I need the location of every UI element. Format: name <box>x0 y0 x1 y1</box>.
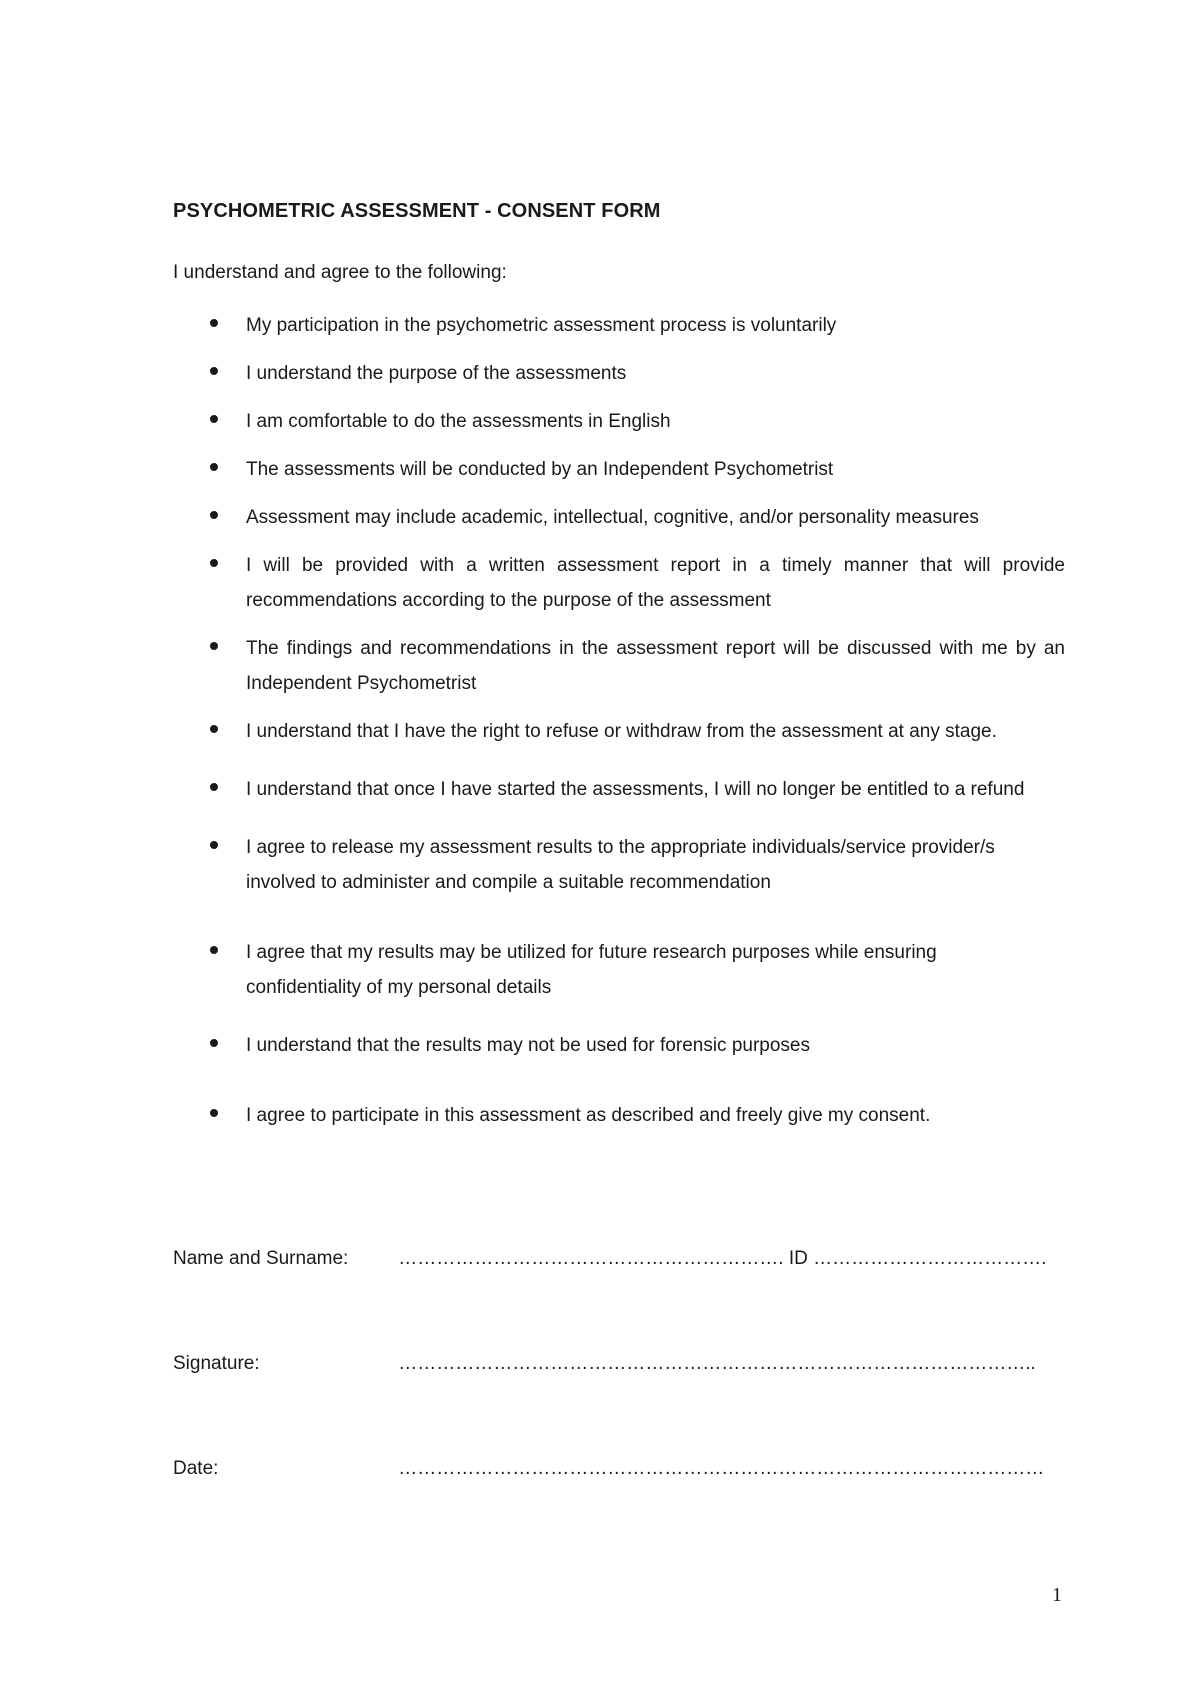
signature-field-row <box>173 1353 1036 1375</box>
bullet-icon <box>210 319 218 327</box>
list-item-text: I will be provided with a written assessment report in a timely manner that will provide recommendations according to the purpose of the assessment <box>246 555 1065 611</box>
bullet-icon <box>210 642 218 650</box>
name-field-label: Name and Surname: <box>173 1248 349 1269</box>
bullet-icon <box>210 783 218 791</box>
list-item <box>173 1028 1065 1063</box>
list-item <box>173 830 1065 900</box>
list-item <box>173 1098 1065 1133</box>
list-item <box>173 714 1065 749</box>
list-item <box>173 356 1065 391</box>
list-item-text: Assessment may include academic, intellectual, cognitive, and/or personality measures <box>246 507 979 528</box>
list-item <box>173 548 1065 618</box>
list-item <box>173 935 1065 1005</box>
bullet-icon <box>210 1109 218 1117</box>
signature-field[interactable]: ……………………………………………………………………………………….. <box>398 1353 1036 1374</box>
list-item <box>173 772 1065 807</box>
list-item-text: I agree to participate in this assessment as described and freely give my consent. <box>246 1105 931 1126</box>
bullet-icon <box>210 415 218 423</box>
bullet-icon <box>210 559 218 567</box>
list-item-text: I understand the purpose of the assessments <box>246 363 627 384</box>
list-item-text: I agree that my results may be utilized for future research purposes while ensuring confidentiality of my personal details <box>246 942 937 998</box>
bullet-icon <box>210 841 218 849</box>
list-item-text: I agree to release my assessment results to the appropriate individuals/service provider/s involved to administer and compile a suitable recommendation <box>246 837 995 893</box>
list-item-text: I understand that the results may not be used for forensic purposes <box>246 1035 810 1056</box>
bullet-icon <box>210 367 218 375</box>
list-item <box>173 452 1065 487</box>
list-item <box>173 500 1065 535</box>
bullet-icon <box>210 725 218 733</box>
name-field-row <box>173 1248 1046 1270</box>
consent-list <box>173 308 1065 1133</box>
list-item-text: I understand that I have the right to refuse or withdraw from the assessment at any stage. <box>246 721 997 742</box>
list-item-text: I understand that once I have started the assessments, I will no longer be entitled to a refund <box>246 779 1025 800</box>
list-item-text: I am comfortable to do the assessments in English <box>246 411 671 432</box>
page-title: PSYCHOMETRIC ASSESSMENT - CONSENT FORM <box>173 200 661 222</box>
bullet-icon <box>210 463 218 471</box>
page-number: 1 <box>1052 1584 1062 1606</box>
list-item <box>173 631 1065 701</box>
signature-field-label: Signature: <box>173 1353 260 1374</box>
name-id-field[interactable]: ……………………………………………………. ID ………………………………. <box>398 1248 1047 1269</box>
bullet-icon <box>210 1039 218 1047</box>
list-item-text: My participation in the psychometric assessment process is voluntarily <box>246 315 837 336</box>
bullet-icon <box>210 511 218 519</box>
list-item-text: The findings and recommendations in the assessment report will be discussed with me by an Independent Psychometrist <box>246 638 1065 694</box>
date-field-row <box>173 1458 1044 1480</box>
date-field[interactable]: ………………………………………………………………………………………… <box>398 1458 1045 1479</box>
list-item-text: The assessments will be conducted by an Independent Psychometrist <box>246 459 834 480</box>
list-item <box>173 308 1065 343</box>
bullet-icon <box>210 946 218 954</box>
intro-text: I understand and agree to the following: <box>173 262 507 283</box>
list-item <box>173 404 1065 439</box>
date-field-label: Date: <box>173 1458 219 1479</box>
